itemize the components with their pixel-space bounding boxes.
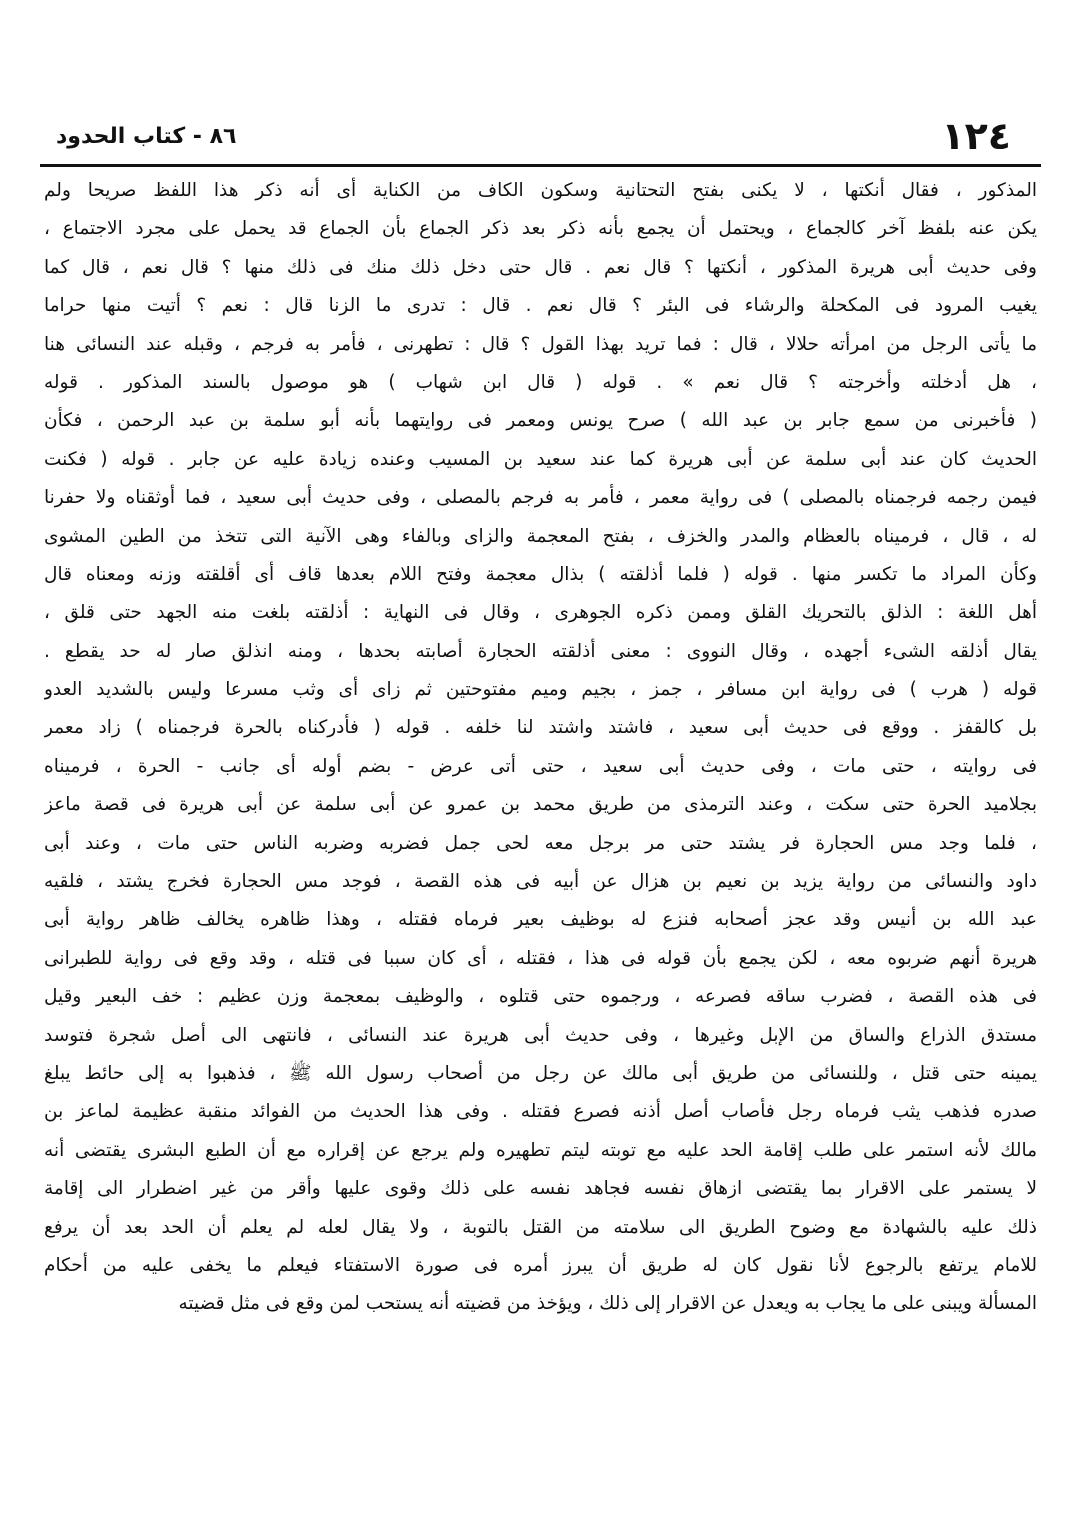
text-line: يكن عنه بلفظ آخر كالجماع ، ويحتمل أن يجمع بأنه ذكر بعد ذكر الجماع بأن الجماع قد يحمل على مجرد الاجتماع ،: [44, 218, 1037, 240]
running-title: ٨٦ - كتاب الحدود: [56, 124, 237, 149]
text-line: المذكور ، فقال أنكتها ، لا يكنى بفتح التحتانية وسكون الكاف من الكناية أى أنه ذكر هذا اللفظ صريحا ولم: [44, 180, 1037, 201]
text-line: فى روايته ، حتى مات ، وفى حديث أبى سعيد ، حتى أتى عرض - بضم أوله أى جانب - الحرة ، فرميناه: [44, 755, 1037, 777]
text-line: هريرة أنهم ضربوه معه ، لكن يجمع بأن قوله فى هذا ، فقتله ، أى كان سببا فى قتله ، وقد وقع فى رواية للطبرانى: [44, 947, 1037, 969]
text-line: وفى حديث أبى هريرة المذكور ، أنكتها ؟ قال نعم . قال حتى دخل ذلك منك فى ذلك منها ؟ قال نعم ، قال كما: [44, 256, 1037, 278]
text-line: فيمن رجمه فرجمناه بالمصلى ) فى رواية معمر ، فأمر به فرجم بالمصلى ، وفى حديث أبى سعيد ، فما أوثقناه ولا حفرنا: [44, 487, 1037, 509]
text-line: أهل اللغة : الذلق بالتحريك القلق وممن ذكره الجوهرى ، وقال فى النهاية : أذلقته بلغت منه الجهد حتى قلق ،: [44, 602, 1037, 624]
text-line: بجلاميد الحرة حتى سكت ، وعند الترمذى من طريق محمد بن عمرو عن أبى سلمة عن أبى هريرة فى قصة ماعز: [44, 794, 1037, 816]
text-line: ما يأتى الرجل من امرأته حلالا ، قال : فما تريد بهذا القول ؟ قال : تطهرنى ، فأمر به فرجم ، وقبله عند النسائى هنا: [44, 333, 1037, 355]
text-line: ذلك عليه بالشهادة مع وضوح الطريق الى سلامته من القتل بالتوبة ، ولا يقال لعله لم يعلم أن الحد بعد أن يرفع: [44, 1216, 1037, 1238]
text-line: يغيب المرود فى المكحلة والرشاء فى البئر ؟ قال نعم . قال : تدرى ما الزنا قال : نعم ؟ أتيت منها حراما: [44, 295, 1037, 317]
page-number: ١٢٤: [941, 114, 1011, 158]
text-line: ، فلما وجد مس الحجارة فر يشتد حتى مر برجل معه لحى جمل فضربه وضربه الناس حتى مات ، وعند أبى: [44, 832, 1037, 854]
text-line: فى هذه القصة ، فضرب ساقه فصرعه ، ورجموه حتى قتلوه ، والوظيف بمعجمة وزن عظيم : خف البعير وقيل: [44, 986, 1037, 1008]
text-line: مستدق الذراع والساق من الإبل وغيرها ، وفى حديث أبى هريرة عند النسائى ، فانتهى الى أصل شجرة فتوسد: [44, 1024, 1037, 1046]
text-line: بل كالقفز . ووقع فى حديث أبى سعيد ، فاشتد واشتد لنا خلفه . قوله ( فأدركناه بالحرة فرجمناه ) زاد معمر: [44, 717, 1037, 739]
text-line: صدره فذهب يثب فرماه رجل فأصاب أصل أذنه فصرع فقتله . وفى هذا الحديث من الفوائد منقبة عظيمة لماعز بن: [44, 1101, 1037, 1123]
text-line: عبد الله بن أنيس وقد عجز أصحابه فنزع له بوظيف بعير فرماه فقتله ، وهذا ظاهره يخالف ظاهر رواية أبى: [44, 909, 1037, 931]
text-line: للامام يرتفع بالرجوع لأنا نقول كان له طريق أن يبرز أمره فى صورة الاستفتاء فيعلم ما يخفى عليه من أحكام: [44, 1254, 1037, 1276]
text-line: ، هل أدخلته وأخرجته ؟ قال نعم » . قوله ( قال ابن شهاب ) هو موصول بالسند المذكور . قوله: [44, 371, 1037, 393]
page-header: [52, 112, 1029, 160]
text-line: الحديث كان عند أبى سلمة عن أبى هريرة كما عند سعيد بن المسيب وعنده زيادة عليه عن جابر . قوله ( فكنت: [44, 448, 1037, 470]
text-line: يمينه حتى قتل ، وللنسائى من طريق أبى مالك عن رجل من أصحاب رسول الله ﷺ ، فذهبوا به إلى حائط يبلغ: [44, 1062, 1037, 1084]
text-line: له ، قال ، فرميناه بالعظام والمدر والخزف ، بفتح المعجمة والزاى وبالفاء وهى الآنية التى تتخذ من الطين المشوى: [44, 525, 1037, 547]
text-line: مالك لأنه استمر على طلب إقامة الحد عليه مع توبته ليتم تطهيره ولم يرجع عن إقراره مع أن الطبع البشرى يقتضى أنه: [44, 1139, 1037, 1161]
text-line: ( فأخبرنى من سمع جابر بن عبد الله ) صرح يونس ومعمر فى روايتهما بأنه أبو سلمة بن عبد الرحمن ، فكأن: [44, 410, 1037, 432]
text-line: داود والنسائى من رواية يزيد بن نعيم بن هزال عن أبيه فى هذه القصة ، فوجد مس الحجارة فخرج يشتد ، فلقيه: [44, 871, 1037, 893]
text-line: قوله ( هرب ) فى رواية ابن مسافر ، جمز ، بجيم وميم مفتوحتين ثم زاى أى وثب مسرعا وليس بالشديد العدو: [44, 679, 1037, 701]
text-line: يقال أذلقه الشىء أجهده ، وقال النووى : معنى أذلقته الحجارة أصابته بحدها ، ومنه انذلق صار له حد يقطع .: [44, 640, 1037, 662]
text-line: وكأن المراد ما تكسر منها . قوله ( فلما أذلقته ) بذال معجمة وفتح اللام بعدها قاف أى أقلقته وزنه ومعناه قال: [44, 563, 1037, 585]
text-line: المسألة ويبنى على ما يجاب به ويعدل عن الاقرار إلى ذلك ، ويؤخذ من قضيته أنه يستحب لمن وقع فى مثل قضيته: [178, 1293, 1037, 1315]
text-line: لا يستمر على الاقرار بما يقتضى ازهاق نفسه فجاهد نفسه على ذلك وقوى عليها وأقر من غير اضطرار الى إقامة: [44, 1178, 1037, 1200]
body-text: [44, 172, 1037, 1324]
header-rule: [40, 164, 1041, 167]
